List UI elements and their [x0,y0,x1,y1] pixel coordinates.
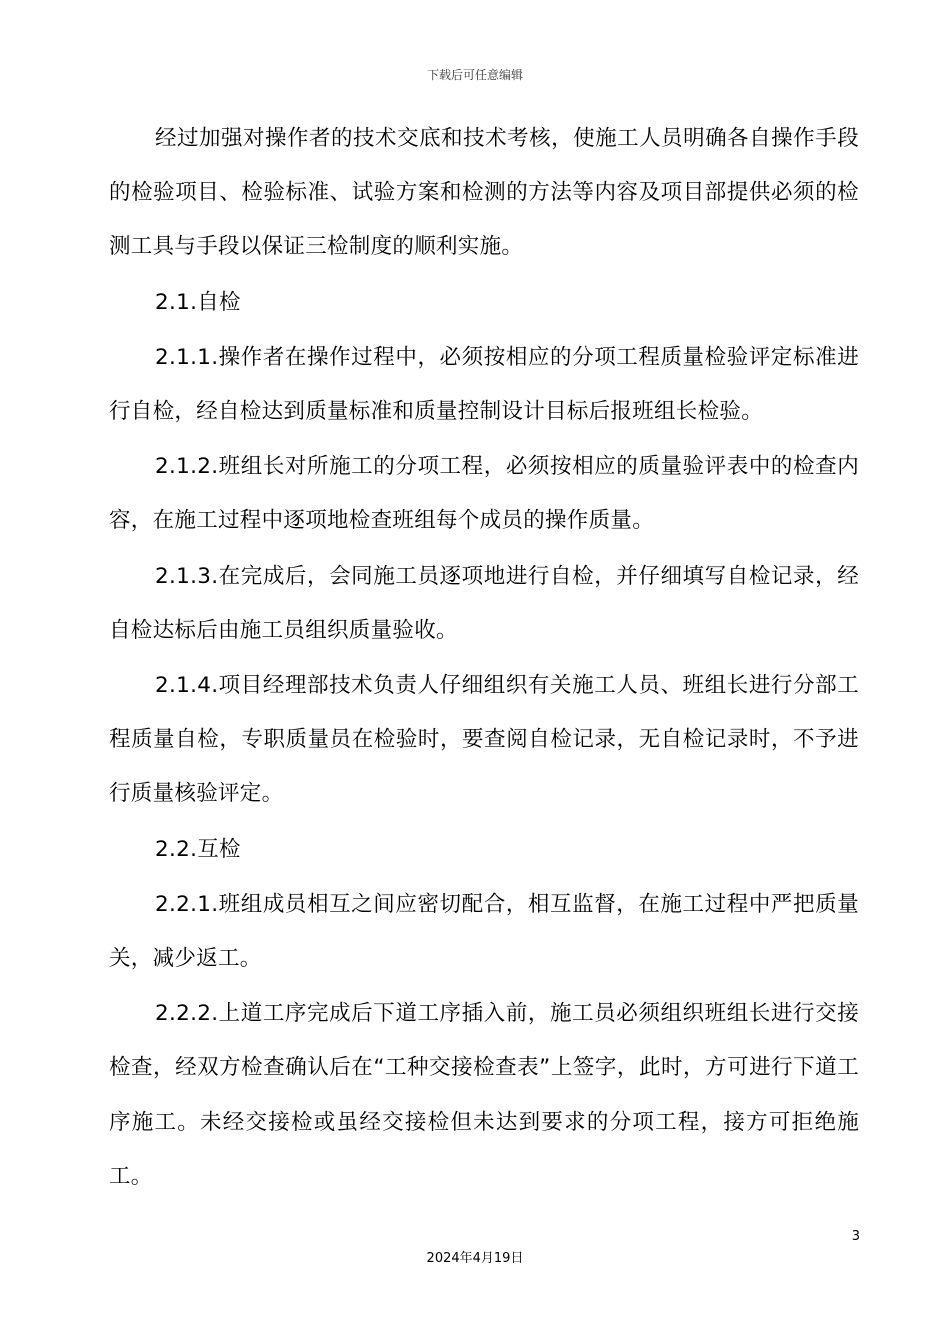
paragraph-2-2-2: 2.2.2.上道工序完成后下道工序插入前，施工员必须组织班组长进行交接检查，经双方检查确认后在“工种交接检查表”上签字，此时，方可进行下道工序施工。未经交接检或虽经交接检但未达到要求的分项工程，接方可拒绝施工。 [109,1001,859,1189]
paragraph-2-1-1: 2.1.1.操作者在操作过程中，必须按相应的分项工程质量检验评定标准进行自检，经自检达到质量标准和质量控制设计目标后报班组长检验。 [109,344,859,425]
paragraph-2-1-4: 2.1.4.项目经理部技术负责人仔细组织有关施工人员、班组长进行分部工程质量自检，专职质量员在检验时，要查阅自检记录，无自检记录时，不予进行质量核验评定。 [109,673,859,807]
paragraph-intro: 经过加强对操作者的技术交底和技术考核，使施工人员明确各自操作手段的检验项目、检验标准、试验方案和检测的方法等内容及项目部提供必须的检测工具与手段以保证三检制度的顺利实施。 [109,126,859,260]
paragraph-2-2-1: 2.2.1.班组成员相互之间应密切配合，相互监督，在施工过程中严把质量关，减少返工。 [109,891,859,972]
paragraph-2-1-2: 2.1.2.班组长对所施工的分项工程，必须按相应的质量验评表中的检查内容，在施工过程中逐项地检查班组每个成员的操作质量。 [109,454,859,534]
page-header: 下载后可任意编辑 [426,68,523,82]
paragraph-2-1-3: 2.1.3.在完成后，会同施工员逐项地进行自检，并仔细填写自检记录，经自检达标后由施工员组织质量验收。 [109,563,859,643]
document-body [109,112,859,1205]
footer-date: 2024年4月19日 [426,1251,524,1266]
page-number: 3 [851,1229,860,1244]
section-heading-2-2: 2.2.互检 [155,836,241,862]
section-heading-2-1: 2.1.自检 [155,289,241,315]
